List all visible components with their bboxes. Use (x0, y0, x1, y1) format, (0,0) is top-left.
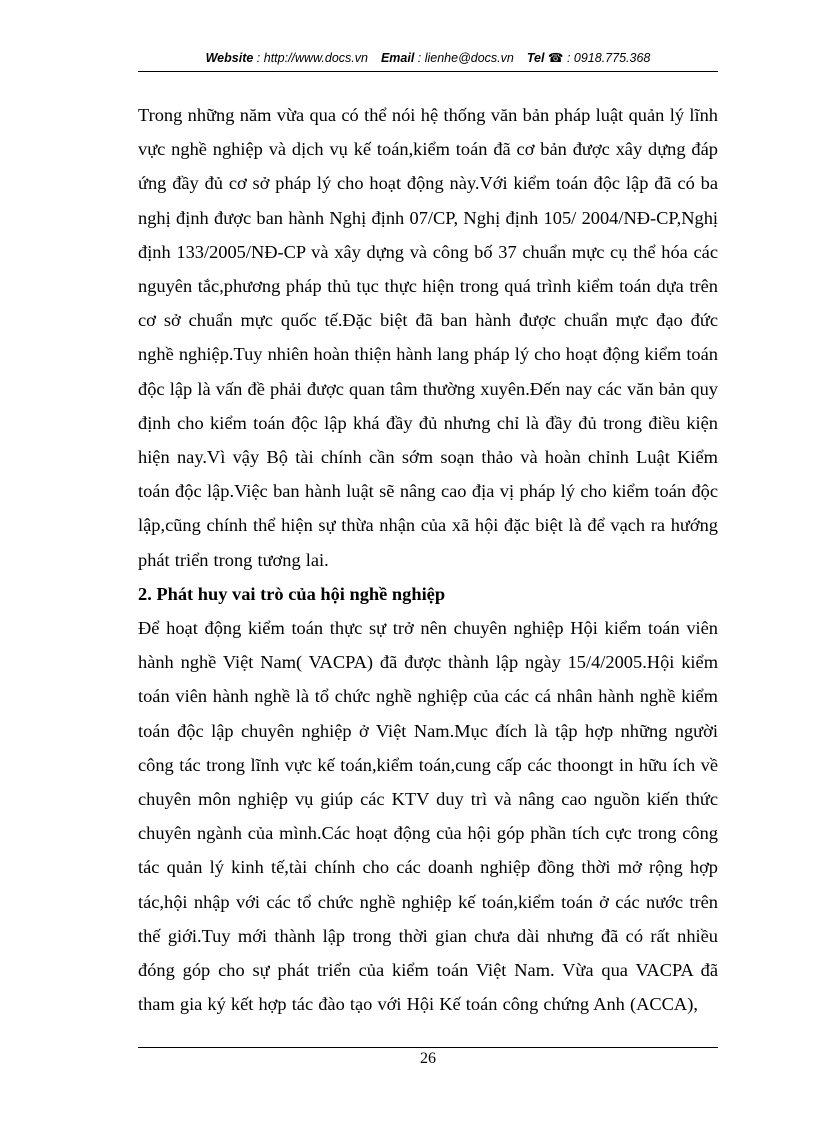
email-value: : lienhe@docs.vn (417, 51, 514, 65)
page-header (138, 50, 718, 65)
paragraph-1: Trong những năm vừa qua có thể nói hệ thống văn bản pháp luật quản lý lĩnh vực nghề nghiệp và dịch vụ kế toán,kiểm toán đã cơ bản được xây dựng đáp ứng đầy đủ cơ sở pháp lý cho hoạt động này.Với kiểm toán độc lập đã có ba nghị định được ban hành Nghị định 07/CP, Nghị định 105/ 2004/NĐ-CP,Nghị định 133/2005/NĐ-CP và xây dựng và công bố 37 chuẩn mực cụ thể hóa các nguyên tắc,phương pháp thủ tục thực hiện trong quá trình kiểm toán dựa trên cơ sở chuẩn mực quốc tế.Đặc biệt đã ban hành được chuẩn mực đạo đức nghề nghiệp.Tuy nhiên hoàn thiện hành lang pháp lý cho hoạt động kiểm toán độc lập là vấn đề phải được quan tâm thường xuyên.Đến nay các văn bản quy định cho kiểm toán độc lập khá đầy đủ nhưng chỉ là đầy đủ trong điều kiện hiện nay.Vì vậy Bộ tài chính cần sớm soạn thảo và hoàn chỉnh Luật Kiểm toán độc lập.Việc ban hành luật sẽ nâng cao địa vị pháp lý cho kiểm toán độc lập,cũng chính thể hiện sự thừa nhận của xã hội đặc biệt là để vạch ra hướng phát triển trong tương lai. (138, 105, 718, 570)
website-label: Website (205, 51, 254, 65)
section-heading: 2. Phát huy vai trò của hội nghề nghiệp (138, 583, 446, 604)
website-value: : http://www.docs.vn (256, 51, 368, 65)
document-body (138, 98, 718, 1021)
tel-value: : 0918.775.368 (566, 51, 651, 65)
page-number: 26 (420, 1050, 436, 1067)
footer-divider (138, 1047, 718, 1048)
email-label: Email (380, 51, 415, 65)
tel-label: Tel ☎ (526, 51, 564, 65)
header-divider (138, 71, 718, 72)
paragraph-2: Để hoạt động kiểm toán thực sự trở nên chuyên nghiệp Hội kiểm toán viên hành nghề Việt Nam( VACPA) đã được thành lập ngày 15/4/2005.Hội kiểm toán viên hành nghề là tổ chức nghề nghiệp của các cá nhân hành nghề kiểm toán độc lập chuyên nghiệp ở Việt Nam.Mục đích là tập hợp những người công tác trong lĩnh vực kế toán,kiểm toán,cung cấp các thoongt in hữu ích về chuyên môn nghiệp vụ giúp các KTV duy trì và nâng cao nguồn kiến thức chuyên ngành của mình.Các hoạt động của hội góp phần tích cực trong công tác quản lý kinh tế,tài chính cho các doanh nghiệp đồng thời mở rộng hợp tác,hội nhập với các tổ chức nghề nghiệp kế toán,kiểm toán ở các nước trên thế giới.Tuy mới thành lập trong thời gian chưa dài nhưng đã có rất nhiều đóng góp cho sự phát triển của kiểm toán Việt Nam. Vừa qua VACPA đã tham gia ký kết hợp tác đào tạo với Hội Kế toán công chứng Anh (ACCA), (138, 618, 718, 1015)
